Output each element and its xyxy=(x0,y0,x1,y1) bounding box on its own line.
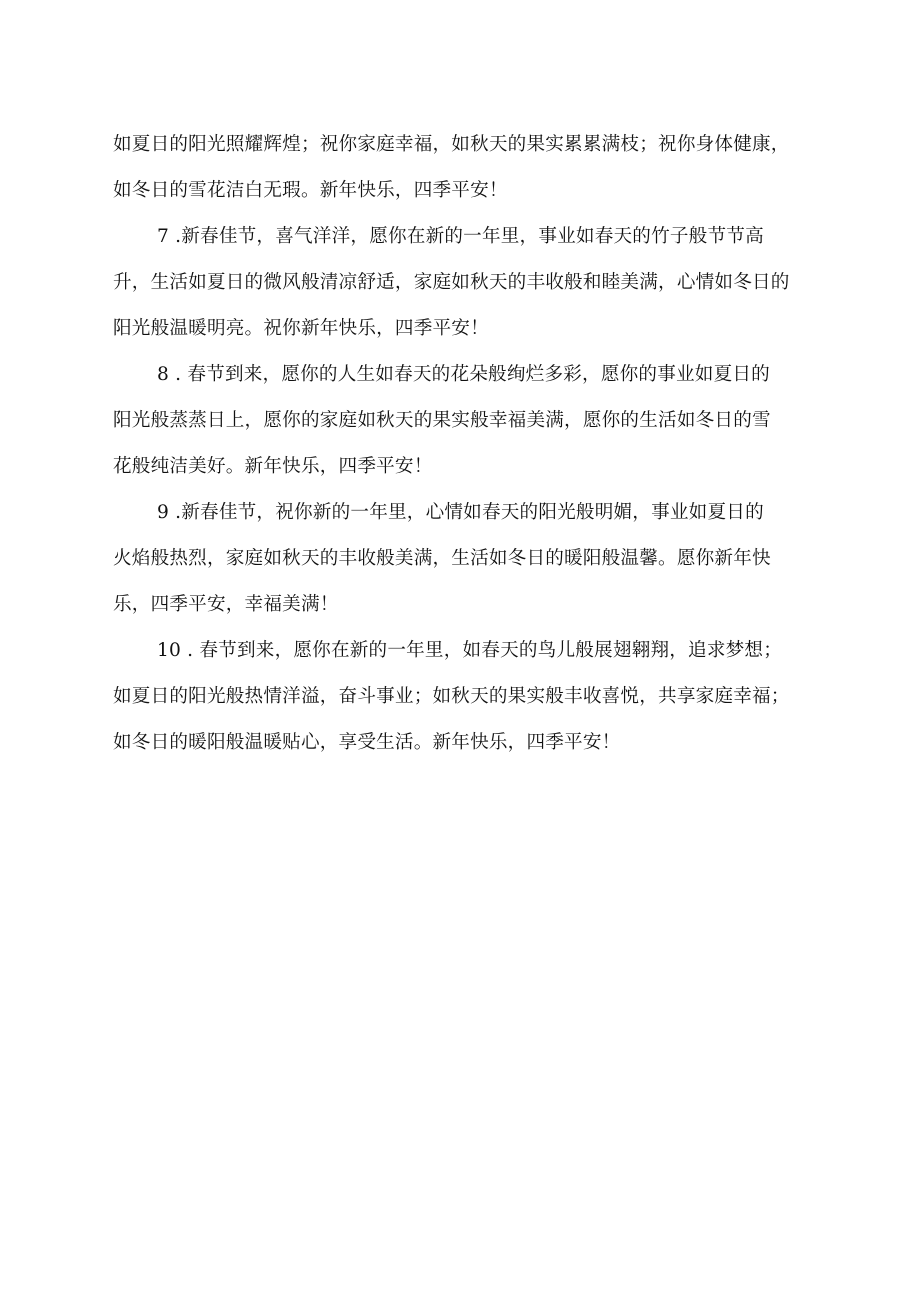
text-line: 8 . 春节到来，愿你的人生如春天的花朵般绚烂多彩，愿你的事业如夏日的 xyxy=(157,364,770,385)
text-line: 如夏日的阳光般热情洋溢，奋斗事业；如秋天的果实般丰收喜悦，共享家庭幸福； xyxy=(113,686,790,707)
text-line: 升，生活如夏日的微风般清凉舒适，家庭如秋天的丰收般和睦美满，心情如冬日的 xyxy=(113,272,790,293)
text-line: 阳光般蒸蒸日上，愿你的家庭如秋天的果实般幸福美满，愿你的生活如冬日的雪 xyxy=(113,410,771,431)
text-line: 10 . 春节到来，愿你在新的一年里，如春天的鸟儿般展翅翱翔，追求梦想； xyxy=(157,640,782,661)
text-line: 花般纯洁美好。新年快乐，四季平安！ xyxy=(113,456,433,477)
text-line: 如夏日的阳光照耀辉煌；祝你家庭幸福，如秋天的果实累累满枝；祝你身体健康， xyxy=(113,134,790,155)
text-line: 如冬日的雪花洁白无瑕。新年快乐，四季平安！ xyxy=(113,180,508,201)
text-line: 9 .新春佳节，祝你新的一年里，心情如春天的阳光般明媚，事业如夏日的 xyxy=(157,502,764,523)
paragraph-item-9 xyxy=(113,490,833,628)
text-line: 乐，四季平安，幸福美满！ xyxy=(113,594,339,615)
text-line: 阳光般温暖明亮。祝你新年快乐，四季平安！ xyxy=(113,318,489,339)
paragraph-item-10 xyxy=(113,628,833,766)
paragraph-continuation xyxy=(113,122,833,214)
text-line: 火焰般热烈，家庭如秋天的丰收般美满，生活如冬日的暖阳般温馨。愿你新年快 xyxy=(113,548,771,569)
text-line: 7 .新春佳节，喜气洋洋，愿你在新的一年里，事业如春天的竹子般节节高 xyxy=(157,226,764,247)
document-body xyxy=(113,122,833,766)
paragraph-item-8 xyxy=(113,352,833,490)
text-line: 如冬日的暖阳般温暖贴心，享受生活。新年快乐，四季平安！ xyxy=(113,732,621,753)
paragraph-item-7 xyxy=(113,214,833,352)
